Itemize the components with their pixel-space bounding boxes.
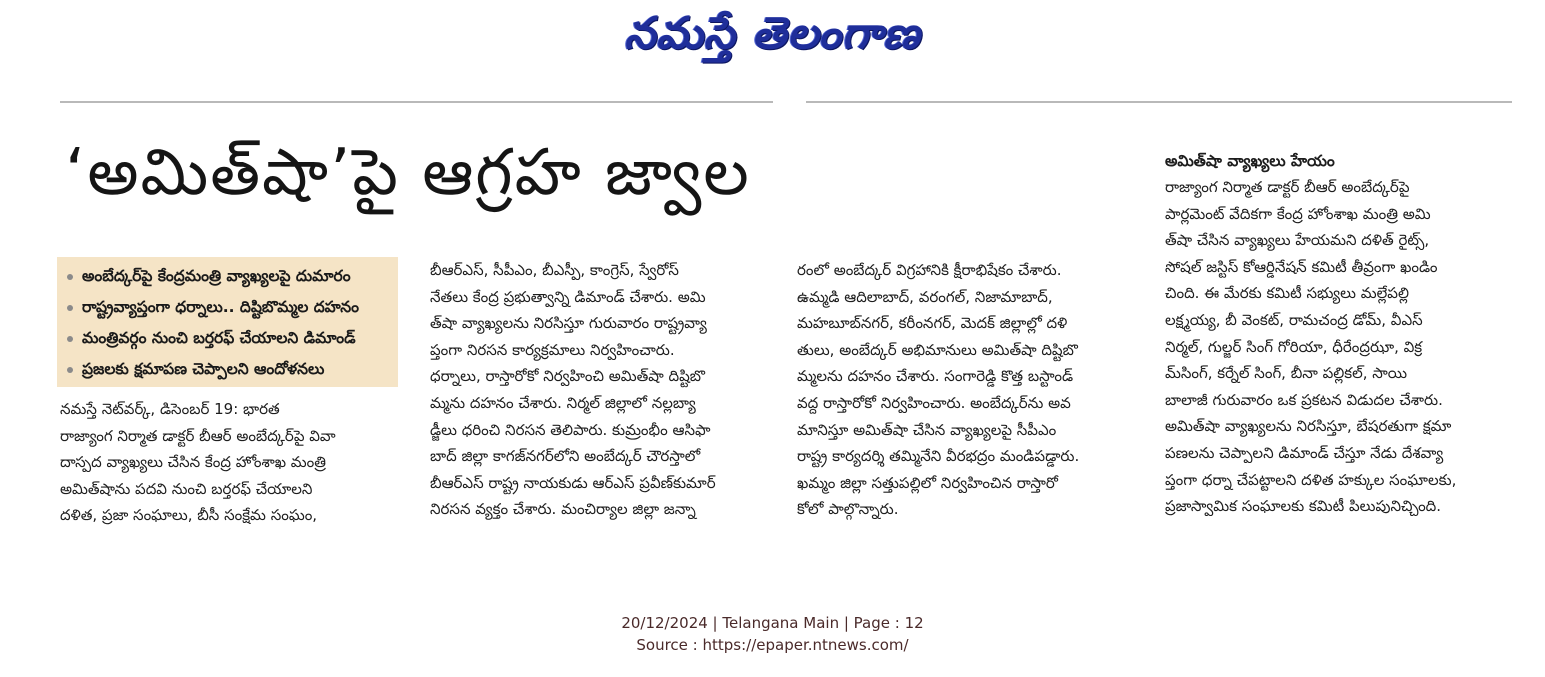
text-line: డ్జీలు ధరించి నిరసన తెలిపారు. కుమ్రంభీం ఆసిఫా (430, 420, 711, 439)
text-line: అమిత్‌షాను పదవి నుంచి బర్తరఫ్ చేయాలని (60, 479, 313, 498)
highlight-item: రాష్ట్రవ్యాప్తంగా ధర్నాలు.. దిష్టిబొమ్మల దహనం (67, 292, 398, 323)
text-line: రాష్ట్ర కార్యదర్శి తమ్మినేని వీరభద్రం మండిపడ్డారు. (797, 447, 1080, 466)
text-line: రంలో అంబేద్కర్ విగ్రహానికి క్షీరాభిషేకం చేశారు. (797, 261, 1062, 279)
article-column-2 (430, 257, 772, 523)
text-line: నమస్తే నెట్‌వర్క్, డిసెంబర్ 19: భారత (60, 400, 280, 418)
header-divider-left (60, 101, 773, 103)
text-line: లక్ష్మయ్య, బీ వెంకట్, రామచంద్ర డోమ్, వీఎస్ (1165, 310, 1423, 329)
text-line: దళిత, ప్రజా సంఘాలు, బీసీ సంక్షేమ సంఘం, (60, 506, 318, 525)
article-column-3 (797, 257, 1143, 523)
text-line: బీఆర్‌ఎస్, సీపీఎం, బీఎస్పీ, కాంగ్రెస్, స్వేరోస్ (430, 261, 679, 279)
header-divider-right (806, 101, 1512, 103)
text-line: మ్‌సింగ్, కర్నేల్ సింగ్, బీనా పల్లికల్, సాయి (1165, 364, 1408, 383)
text-line: దాస్పద వ్యాఖ్యలు చేసిన కేంద్ర హోంశాఖ మంత్రి (60, 453, 327, 472)
text-line: సోషల్ జస్టిస్ కోఆర్డినేషన్ కమిటీ తీవ్రంగా ఖండిం (1165, 257, 1438, 276)
headline: ‘అమిత్‌షా’పై ఆగ్రహ జ్వాల (65, 136, 751, 210)
text-line: మానిస్తూ అమిత్‌షా చేసిన వ్యాఖ్యలపై సీపీఎం (797, 420, 1057, 439)
text-line: పార్లమెంట్ వేదికగా కేంద్ర హోంశాఖ మంత్రి అమి (1165, 204, 1431, 223)
footer-source-link[interactable]: Source : https://epaper.ntnews.com/ (636, 636, 909, 654)
text-line: బాలాజీ గురువారం ఒక ప్రకటన విడుదల చేశారు. (1165, 390, 1443, 409)
text-line: తులు, అంబేద్కర్ అభిమానులు అమిత్‌షా దిష్టిబొ (797, 340, 1078, 359)
sidebar-subheading: అమిత్‌షా వ్యాఖ్యలు హేయం (1165, 152, 1335, 170)
text-line: త్‌షా చేసిన వ్యాఖ్యలు హేయమని దళిత్ రైట్స్, (1165, 231, 1430, 250)
text-line: ఖమ్మం జిల్లా సత్తుపల్లిలో నిర్వహించిన రాస్తారో (797, 473, 1058, 492)
highlight-item: మంత్రివర్గం నుంచి బర్తరఫ్ చేయాలని డిమాండ్ (67, 323, 398, 354)
bullet-icon (67, 305, 73, 311)
text-line: నేతలు కేంద్ర ప్రభుత్వాన్ని డిమాండ్ చేశారు. అమి (430, 287, 706, 306)
page-footer (0, 612, 1545, 656)
text-line: రాజ్యాంగ నిర్మాత డాక్టర్ బీఆర్ అంబేద్కర్‌పై వివా (60, 426, 336, 445)
bullet-icon (67, 367, 73, 373)
text-line: బాద్ జిల్లా కాగజ్‌నగర్‌లోని అంబేద్కర్ చౌరస్తాలో (430, 447, 701, 466)
highlight-item: ప్రజలకు క్షమాపణ చెప్పాలని ఆందోళనలు (67, 354, 398, 385)
text-line: వద్ద రాస్తారోకో నిర్వహించారు. అంబేద్కర్‌ను అవ (797, 393, 1071, 412)
text-line: ప్తంగా ధర్నా చేపట్టాలని దళిత హక్కుల సంఘాలకు, (1165, 470, 1457, 489)
text-line: ఉమ్మడి ఆదిలాబాద్, వరంగల్, నిజామాబాద్, (797, 287, 1053, 306)
bullet-icon (67, 336, 73, 342)
text-line: త్‌షా వ్యాఖ్యలను నిరసిస్తూ గురువారం రాష్ట్రవ్యా (430, 314, 707, 333)
highlight-item: అంబేద్కర్‌పై కేంద్రమంత్రి వ్యాఖ్యలపై దుమారం (67, 261, 398, 292)
text-line: మ్మలను దహనం చేశారు. సంగారెడ్డి కొత్త బస్టాండ్ (797, 367, 1074, 386)
text-line: పణలను చెప్పాలని డిమాండ్ చేస్తూ నేడు దేశవ్యా (1165, 443, 1444, 462)
text-line: మహబూబ్‌నగర్, కరీంనగర్, మెదక్ జిల్లాల్లో దళి (797, 314, 1068, 333)
text-line: ప్రజాస్వామిక సంఘాలకు కమిటీ పిలుపునిచ్చింది. (1165, 497, 1442, 516)
text-line: కోలో పాల్గొన్నారు. (797, 500, 899, 519)
article-column-4 (1165, 148, 1513, 520)
text-line: నిర్మల్, గుల్జర్ సింగ్ గోరియా, ధీరేంద్రఝా, విక్ర (1165, 337, 1423, 356)
bullet-icon (67, 274, 73, 280)
text-line: అమిత్‌షా వ్యాఖ్యలను నిరసిస్తూ, బేషరతుగా క్షమా (1165, 417, 1452, 436)
text-line: నిరసన వ్యక్తం చేశారు. మంచిర్యాల జిల్లా జన్నా (430, 500, 696, 519)
text-line: ప్తంగా నిరసన కార్యక్రమాలు నిర్వహించారు. (430, 340, 675, 359)
masthead-logo: నమస్తే తెలంగాణ (624, 8, 921, 59)
text-line: రాజ్యాంగ నిర్మాత డాక్టర్ బీఆర్ అంబేద్కర్‌పై (1165, 178, 1410, 196)
text-line: చింది. ఈ మేరకు కమిటీ సభ్యులు మల్లేపల్లి (1165, 284, 1409, 303)
text-line: మ్మను దహనం చేశారు. నిర్మల్ జిల్లాలో నల్లబ్యా (430, 393, 696, 412)
highlights-box (57, 257, 398, 387)
text-line: ధర్నాలు, రాస్తారోకో నిర్వహించి అమిత్‌షా దిష్టిబొ (430, 367, 706, 386)
text-line: బీఆర్‌ఎస్ రాష్ట్ర నాయకుడు ఆర్‌ఎస్ ప్రవీణ్‌కుమార్ (430, 473, 716, 492)
article-column-1 (60, 396, 400, 529)
footer-edition-info: 20/12/2024 | Telangana Main | Page : 12 (621, 614, 924, 632)
